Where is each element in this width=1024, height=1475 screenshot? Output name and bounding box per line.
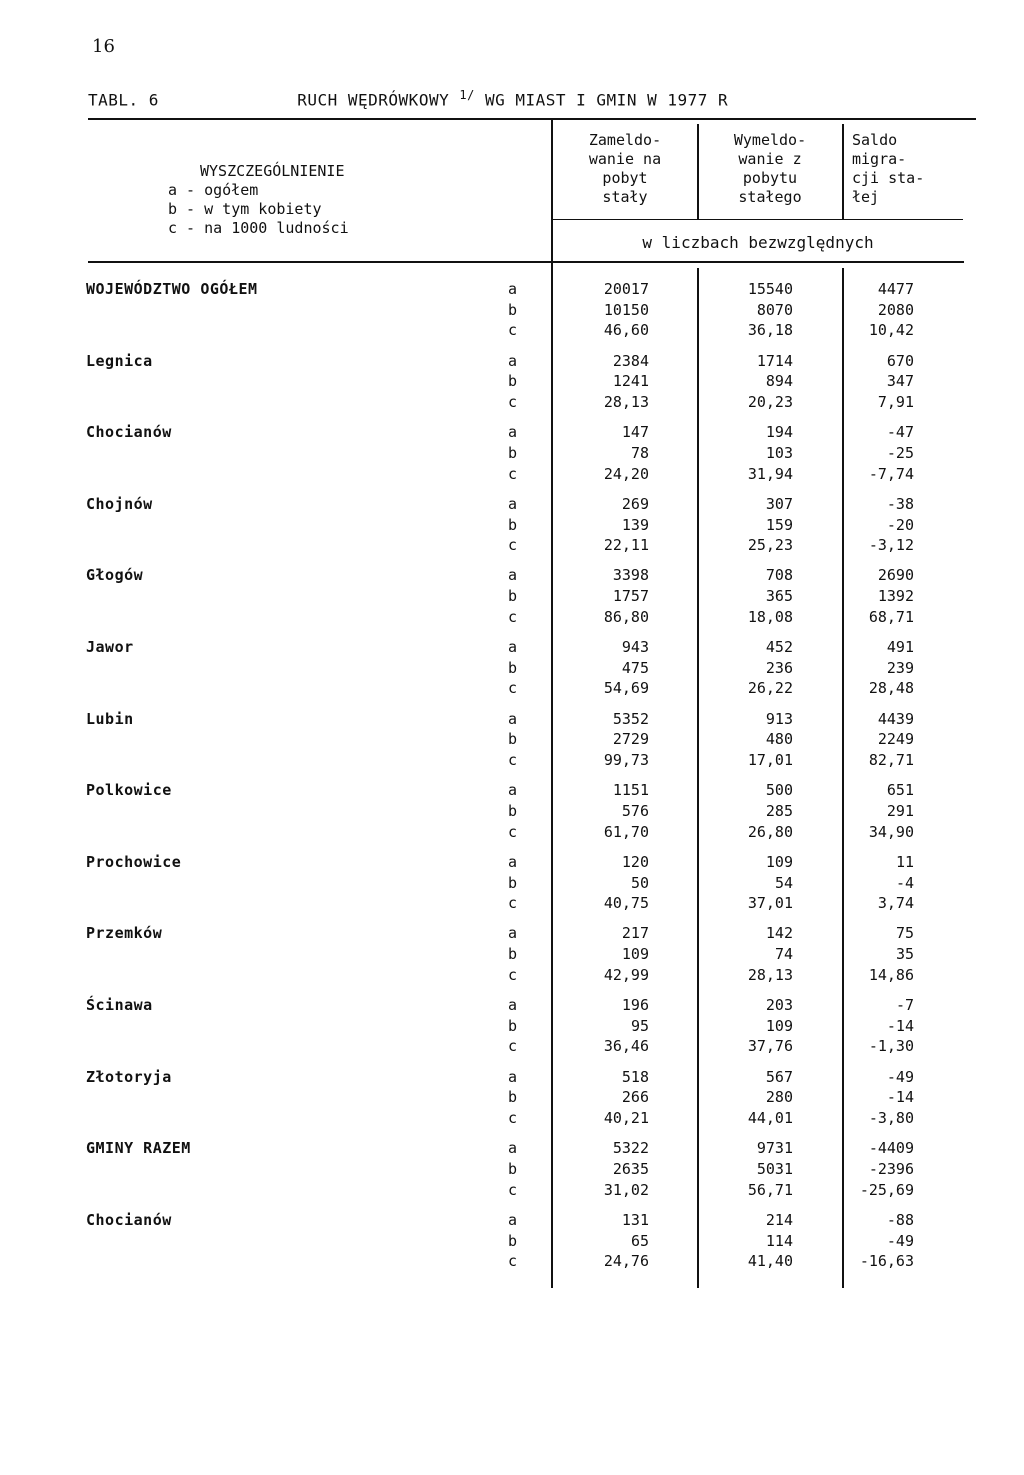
value-balance: 2690 [877,566,914,585]
table-row [0,679,1024,700]
table-row [0,423,1024,444]
value-registered: 943 [621,638,649,656]
col-divider-2-body [842,268,844,1288]
row-code: b [508,801,518,820]
table-row [0,1088,1024,1109]
row-code: b [508,587,518,606]
legend-b: b - w tym kobiety [168,200,322,218]
value-deregistered: 159 [765,515,793,534]
unit-name: Chocianów [86,1210,172,1229]
table-row [0,823,1024,844]
value-registered: 147 [621,423,649,442]
col2-line2: wanie z [738,150,802,168]
col-header-balance [852,131,972,207]
table-row [0,1211,1024,1232]
title-rest: WG MIAST I GMIN W 1977 R [484,90,729,110]
value-balance: -20 [886,515,914,534]
table-row [0,638,1024,659]
value-deregistered: 56,71 [747,1180,793,1199]
value-registered: 139 [621,515,649,534]
table-row [0,710,1024,731]
row-code: b [508,515,518,534]
value-balance: -14 [886,1088,914,1107]
value-balance: 4477 [877,280,914,298]
table-row [0,853,1024,874]
row-code: b [508,730,518,749]
unit-name: Głogów [86,566,144,585]
col2-line1: Wymeldo- [733,131,807,149]
row-code: a [508,996,518,1014]
value-deregistered: 307 [765,494,793,513]
value-deregistered: 1714 [756,351,793,370]
row-code: c [508,822,518,841]
value-balance: 347 [886,372,914,391]
value-deregistered: 913 [765,709,793,728]
rule-header-bottom [88,261,964,263]
table-row [0,465,1024,486]
value-deregistered: 41,40 [747,1252,793,1271]
row-code: a [508,280,518,298]
row-code: c [508,464,518,483]
value-balance: 491 [886,638,914,656]
col1-line4: stały [602,188,648,206]
row-code: a [508,494,518,513]
value-registered: 576 [621,801,649,820]
title-footnote: 1/ [459,88,475,102]
value-deregistered: 26,80 [747,822,793,841]
table-row [0,352,1024,373]
value-registered: 78 [630,443,649,462]
row-code: a [508,781,518,800]
row-code: b [508,372,518,391]
table-row [0,874,1024,895]
table-row [0,587,1024,608]
unit-name: Złotoryja [86,1067,172,1086]
rule-units [553,219,963,220]
value-balance: 4439 [877,709,914,728]
value-registered: 196 [621,996,649,1014]
value-balance: -25,69 [859,1180,914,1199]
row-code: b [508,1231,518,1250]
table-row [0,945,1024,966]
table-row [0,608,1024,629]
value-deregistered: 5031 [756,1159,793,1178]
units-label: w liczbach bezwzględnych [642,233,874,252]
value-deregistered: 18,08 [747,607,793,626]
row-code: c [508,536,518,555]
value-balance: -16,63 [859,1252,914,1271]
value-registered: 40,21 [603,1109,649,1127]
value-deregistered: 109 [765,852,793,871]
value-registered: 40,75 [603,894,649,913]
table-row [0,321,1024,342]
value-registered: 28,13 [603,393,649,411]
table-number: TABL. 6 [88,90,159,110]
value-registered: 5352 [612,709,649,728]
row-code: a [508,638,518,656]
value-deregistered: 74 [774,945,793,964]
value-deregistered: 8070 [756,300,793,319]
value-balance: -1,30 [868,1037,914,1056]
value-deregistered: 194 [765,423,793,442]
rule-top [88,118,976,120]
value-balance: -7,74 [868,464,914,483]
value-balance: -47 [886,423,914,442]
table-row [0,802,1024,823]
legend-a: a - ogółem [168,181,259,199]
value-deregistered: 28,13 [747,965,793,984]
col-divider-1-body [697,268,699,1288]
value-balance: -49 [886,1231,914,1250]
row-code: a [508,1067,518,1086]
row-code: b [508,1159,518,1178]
value-registered: 86,80 [603,607,649,626]
value-registered: 475 [621,658,649,677]
col-header-registration [555,131,695,207]
table-row [0,566,1024,587]
value-balance: -49 [886,1067,914,1086]
value-registered: 2384 [612,351,649,370]
value-registered: 5322 [612,1139,649,1158]
table-row [0,536,1024,557]
row-code: c [508,321,518,340]
value-registered: 3398 [612,566,649,585]
table-row [0,444,1024,465]
value-registered: 54,69 [603,679,649,698]
value-registered: 61,70 [603,822,649,841]
unit-name: Ścinawa [86,996,153,1014]
col3-line4: łej [852,188,880,206]
col1-line1: Zameldo- [588,131,662,149]
col3-line1: Saldo [852,131,898,149]
legend-c: c - na 1000 ludności [168,219,349,237]
value-balance: 2249 [877,730,914,749]
value-deregistered: 203 [765,996,793,1014]
row-code: c [508,1252,518,1271]
table-row [0,1252,1024,1273]
value-deregistered: 20,23 [747,393,793,411]
row-code: b [508,873,518,892]
value-balance: -2396 [868,1159,914,1178]
table-row [0,1017,1024,1038]
value-registered: 42,99 [603,965,649,984]
value-registered: 24,76 [603,1252,649,1271]
page-number: 16 [92,36,115,57]
value-balance: -14 [886,1016,914,1035]
value-balance: -7 [895,996,914,1014]
value-deregistered: 567 [765,1067,793,1086]
value-registered: 95 [630,1016,649,1035]
col2-line3: pobytu [742,169,798,187]
col3-line3: cji sta- [852,169,925,187]
row-code: a [508,1210,518,1229]
table-row [0,996,1024,1017]
value-balance: 3,74 [877,894,914,913]
row-code: c [508,679,518,698]
col1-line3: pobyt [602,169,648,187]
value-registered: 266 [621,1088,649,1107]
table-row [0,1181,1024,1202]
row-code: c [508,1180,518,1199]
value-registered: 120 [621,852,649,871]
row-code: a [508,852,518,871]
row-code: b [508,945,518,964]
value-registered: 65 [630,1231,649,1250]
value-registered: 31,02 [603,1180,649,1199]
value-balance: -88 [886,1210,914,1229]
value-registered: 50 [630,873,649,892]
table-row [0,924,1024,945]
value-deregistered: 500 [765,781,793,800]
value-deregistered: 37,01 [747,894,793,913]
col-divider-1 [697,124,699,219]
row-code: c [508,894,518,913]
unit-name: GMINY RAZEM [86,1139,191,1158]
table-row [0,894,1024,915]
value-deregistered: 114 [765,1231,793,1250]
value-deregistered: 452 [765,638,793,656]
row-code: a [508,423,518,442]
value-balance: 1392 [877,587,914,606]
value-deregistered: 54 [774,873,793,892]
table-row [0,1109,1024,1130]
table-row [0,1160,1024,1181]
value-deregistered: 37,76 [747,1037,793,1056]
value-balance: 75 [895,924,914,943]
table-row [0,495,1024,516]
value-balance: -25 [886,443,914,462]
value-deregistered: 36,18 [747,321,793,340]
row-code: a [508,566,518,585]
value-balance: -3,12 [868,536,914,555]
row-code: c [508,751,518,769]
unit-name: Jawor [86,638,134,656]
value-registered: 1151 [612,781,649,800]
value-balance: -3,80 [868,1109,914,1127]
value-balance: 28,48 [868,679,914,698]
value-balance: 14,86 [868,965,914,984]
unit-name: Polkowice [86,781,172,800]
col-header-deregistration [700,131,840,207]
value-deregistered: 15540 [747,280,793,298]
value-deregistered: 480 [765,730,793,749]
stub-title: WYSZCZEGÓLNIENIE [200,162,345,180]
value-balance: 10,42 [868,321,914,340]
unit-name: Legnica [86,351,153,370]
row-code: a [508,709,518,728]
value-balance: 11 [895,852,914,871]
row-code: c [508,965,518,984]
value-deregistered: 365 [765,587,793,606]
table-row [0,781,1024,802]
value-balance: -4 [895,873,914,892]
value-balance: 82,71 [868,751,914,769]
title-main: RUCH WĘDRÓWKOWY [297,90,450,110]
table-row [0,730,1024,751]
value-deregistered: 142 [765,924,793,943]
row-code: c [508,607,518,626]
value-deregistered: 280 [765,1088,793,1107]
value-registered: 22,11 [603,536,649,555]
col3-line2: migra- [852,150,907,168]
value-registered: 99,73 [603,751,649,769]
value-registered: 36,46 [603,1037,649,1056]
table-row [0,751,1024,772]
value-balance: 68,71 [868,607,914,626]
unit-name: WOJEWÓDZTWO OGÓŁEM [86,280,258,298]
value-deregistered: 236 [765,658,793,677]
unit-name: Chocianów [86,423,172,442]
value-registered: 1241 [612,372,649,391]
value-balance: 239 [886,658,914,677]
row-code: a [508,351,518,370]
value-registered: 24,20 [603,464,649,483]
table-row [0,516,1024,537]
table-row [0,1139,1024,1160]
value-balance: 291 [886,801,914,820]
value-balance: 34,90 [868,822,914,841]
value-deregistered: 9731 [756,1139,793,1158]
value-balance: 670 [886,351,914,370]
table-row [0,1037,1024,1058]
col1-line2: wanie na [588,150,662,168]
value-balance: -38 [886,494,914,513]
row-code: a [508,924,518,943]
unit-name: Lubin [86,709,134,728]
row-code: b [508,300,518,319]
value-registered: 217 [621,924,649,943]
value-registered: 46,60 [603,321,649,340]
table-row [0,372,1024,393]
row-code: c [508,1037,518,1056]
value-deregistered: 285 [765,801,793,820]
value-registered: 2635 [612,1159,649,1178]
value-balance: 651 [886,781,914,800]
value-balance: -4409 [868,1139,914,1158]
table-row [0,280,1024,301]
value-deregistered: 31,94 [747,464,793,483]
table-title [88,88,728,109]
value-registered: 2729 [612,730,649,749]
value-deregistered: 214 [765,1210,793,1229]
value-registered: 269 [621,494,649,513]
value-registered: 109 [621,945,649,964]
value-deregistered: 109 [765,1016,793,1035]
table-row [0,301,1024,322]
value-registered: 518 [621,1067,649,1086]
value-balance: 35 [895,945,914,964]
value-registered: 131 [621,1210,649,1229]
value-deregistered: 26,22 [747,679,793,698]
value-deregistered: 17,01 [747,751,793,769]
value-deregistered: 44,01 [747,1109,793,1127]
row-code: b [508,1016,518,1035]
table-row [0,1068,1024,1089]
value-registered: 10150 [603,300,649,319]
row-code: b [508,443,518,462]
unit-name: Przemków [86,924,163,943]
value-balance: 7,91 [877,393,914,411]
row-code: b [508,658,518,677]
col2-line4: stałego [738,188,802,206]
table-row [0,966,1024,987]
value-deregistered: 894 [765,372,793,391]
row-code: b [508,1088,518,1107]
value-deregistered: 103 [765,443,793,462]
value-balance: 2080 [877,300,914,319]
value-registered: 20017 [603,280,649,298]
col-divider-2 [842,124,844,219]
unit-name: Prochowice [86,852,182,871]
row-code: c [508,1109,518,1127]
unit-name: Chojnów [86,494,153,513]
stub-header [168,162,349,238]
row-code: c [508,393,518,411]
table-row [0,393,1024,414]
table-row [0,1232,1024,1253]
table-row [0,659,1024,680]
value-deregistered: 708 [765,566,793,585]
value-registered: 1757 [612,587,649,606]
value-deregistered: 25,23 [747,536,793,555]
row-code: a [508,1139,518,1158]
